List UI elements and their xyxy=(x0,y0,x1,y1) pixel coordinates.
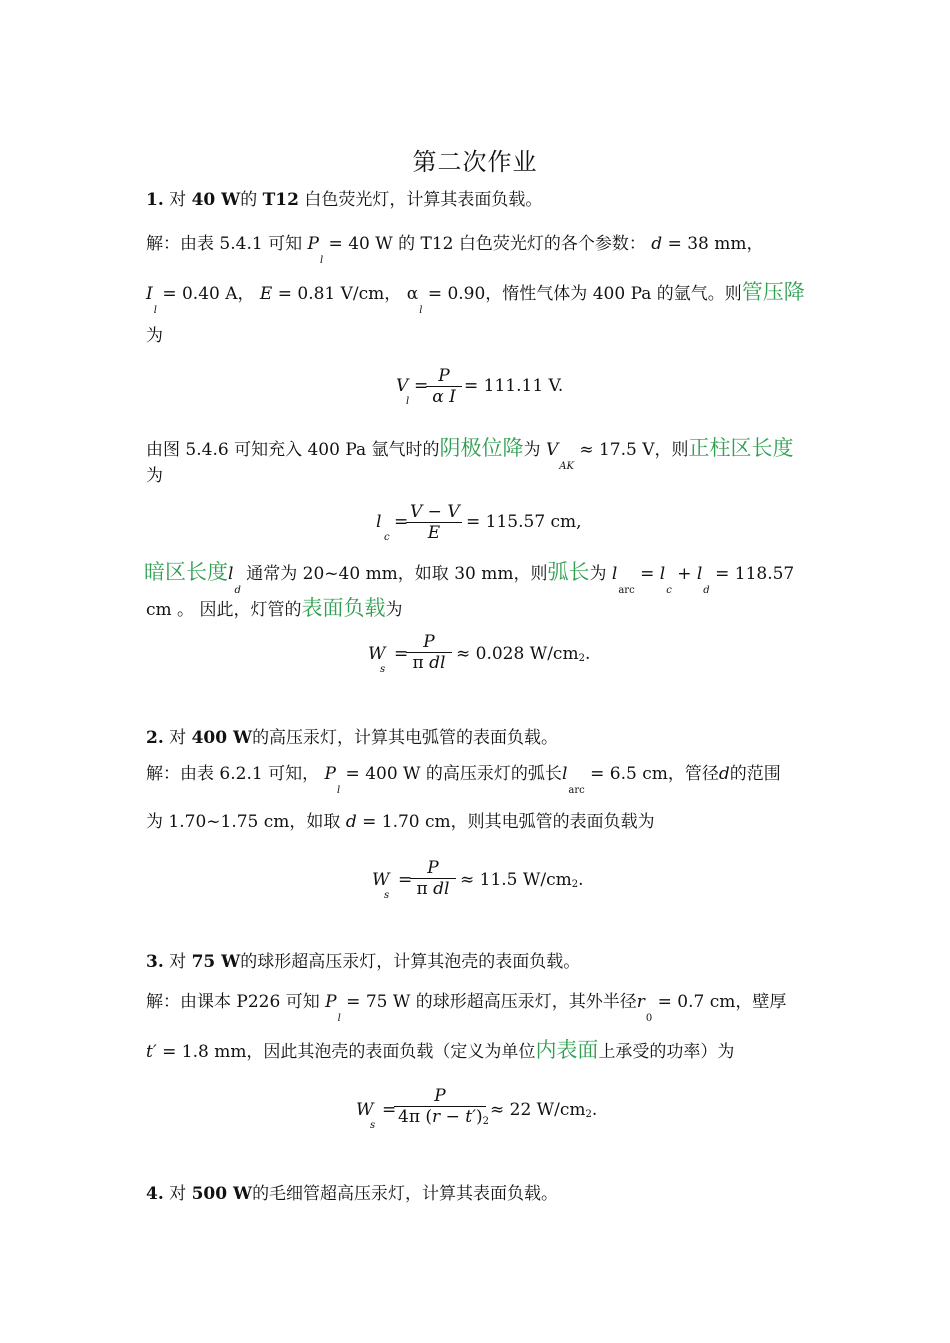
fraction xyxy=(410,858,456,899)
var-l: l xyxy=(376,512,382,532)
highlight-tube-voltage-drop: 管压降 xyxy=(741,280,805,304)
equals: = xyxy=(414,376,429,396)
highlight-dark-region-length: 暗区长度 xyxy=(144,560,228,584)
fraction xyxy=(394,1086,489,1127)
highlight-arc-length: 弧长 xyxy=(547,560,590,584)
exponent: 2 xyxy=(578,653,585,664)
q-text: 的毛细管超高压汞灯，计算其表面负载。 xyxy=(252,1184,559,1204)
highlight-cathode-fall: 阴极位降 xyxy=(439,436,524,460)
power-value: 400 W xyxy=(191,728,253,748)
solution-text: = 1.70 cm，则其电弧管的表面负载为 xyxy=(362,812,655,832)
equation-tube-voltage xyxy=(396,366,596,426)
subscript: 0 xyxy=(645,1013,653,1024)
result-text: ≈ 22 W/cm xyxy=(490,1100,586,1120)
var-P: P xyxy=(324,764,336,784)
solution-text: 为 1.70~1.75 cm，如取 xyxy=(146,812,341,832)
question-2 xyxy=(146,726,558,750)
subscript: c xyxy=(384,532,390,543)
q1-wei-2: 为 xyxy=(146,466,163,486)
question-4 xyxy=(146,1182,558,1206)
equals: = xyxy=(394,644,409,664)
subscript: l xyxy=(419,305,423,316)
page-title: 第二次作业 xyxy=(412,148,538,176)
subscript: l xyxy=(406,396,410,407)
solution-text: 的范围 xyxy=(729,764,781,784)
q1-wei: 为 xyxy=(146,326,163,346)
equation-result xyxy=(490,1100,597,1120)
subscript: s xyxy=(380,664,386,675)
q1-solution-line-2 xyxy=(146,280,805,316)
subscript: l xyxy=(153,305,157,316)
q-text: 的 xyxy=(240,190,258,210)
period: . xyxy=(591,1100,598,1120)
equals: = xyxy=(398,870,413,890)
equals: = xyxy=(382,1100,397,1120)
var-W: W xyxy=(368,644,386,664)
question-1 xyxy=(146,188,542,212)
var-l: l xyxy=(611,564,618,584)
question-number: 1. xyxy=(146,190,164,210)
solution-text: cm 。 因此，灯管的 xyxy=(146,600,302,620)
q3-solution-line-1 xyxy=(146,990,787,1024)
solution-text: 为 xyxy=(523,440,541,460)
denominator: E xyxy=(427,523,441,543)
numerator: P xyxy=(434,1086,446,1106)
denominator: π dl xyxy=(416,879,450,899)
result-text: ≈ 0.028 W/cm xyxy=(456,644,579,664)
subscript: arc xyxy=(618,585,635,596)
q-text: 对 xyxy=(169,190,187,210)
solution-text: 解：由表 5.4.1 可知 xyxy=(146,234,303,254)
fraction xyxy=(426,366,462,407)
equation-result: = 111.11 V. xyxy=(464,376,564,396)
q-text: 对 xyxy=(169,1184,187,1204)
numerator: V − V xyxy=(410,502,460,522)
question-3 xyxy=(146,950,580,974)
exponent: 2 xyxy=(571,879,579,890)
solution-text: = 400 W 的高压汞灯的弧长 xyxy=(345,764,562,784)
subscript: s xyxy=(384,890,390,901)
highlight-inner-surface: 内表面 xyxy=(535,1038,599,1062)
var-P: P xyxy=(307,234,319,254)
solution-text: = 75 W 的球形超高压汞灯，其外半径 xyxy=(346,992,637,1012)
numerator: P xyxy=(438,366,450,386)
highlight-positive-column-length: 正柱区长度 xyxy=(688,436,794,460)
power-value: 75 W xyxy=(191,952,241,972)
q1-solution-line-4 xyxy=(144,560,795,596)
denominator: α I xyxy=(432,387,456,407)
var-P: P xyxy=(325,992,337,1012)
q-text: 白色荧光灯，计算其表面负载。 xyxy=(304,190,543,210)
subscript: d xyxy=(234,585,241,596)
var-d: d xyxy=(718,764,730,784)
q-text: 对 xyxy=(169,728,187,748)
var-alpha: α xyxy=(406,284,419,304)
equation-surface-load-1 xyxy=(368,632,628,692)
solution-text: = 38 mm， xyxy=(667,234,764,254)
q-text: 对 xyxy=(169,952,187,972)
fraction xyxy=(406,632,452,673)
solution-text: 为 xyxy=(385,600,403,620)
q1-solution-line-3 xyxy=(146,436,794,472)
numerator: P xyxy=(423,632,435,652)
solution-text: = 0.40 A， xyxy=(162,284,255,304)
subscript: s xyxy=(370,1120,376,1131)
period: . xyxy=(578,870,584,890)
denominator: 4π (r − t′)2 xyxy=(398,1107,489,1127)
equation-result xyxy=(456,644,590,664)
subscript: l xyxy=(319,255,324,266)
question-number: 2. xyxy=(146,728,164,748)
var-V: V xyxy=(545,440,559,460)
solution-text: 通常为 20~40 mm，如取 30 mm，则 xyxy=(246,564,548,584)
power-value: 500 W xyxy=(191,1184,253,1204)
highlight-surface-load: 表面负载 xyxy=(301,596,386,620)
var-r: r xyxy=(636,992,645,1012)
subscript: l xyxy=(336,785,341,796)
equation-surface-load-2 xyxy=(372,858,632,918)
equals: = xyxy=(394,512,409,532)
var-d: d xyxy=(651,234,663,254)
equation-result xyxy=(460,870,584,890)
solution-text: = 0.7 cm，壁厚 xyxy=(657,992,787,1012)
solution-text: = 118.57 xyxy=(715,564,795,584)
var-E: E xyxy=(259,284,273,304)
numerator: P xyxy=(427,858,439,878)
q1-solution-line-5 xyxy=(146,596,402,622)
question-number: 3. xyxy=(146,952,164,972)
equation-column-length xyxy=(376,502,616,552)
var-l: l xyxy=(561,764,568,784)
solution-text: = 0.90，惰性气体为 400 Pa 的氩气。则 xyxy=(427,284,742,304)
q2-solution-line-2 xyxy=(146,810,655,834)
question-number: 4. xyxy=(146,1184,164,1204)
solution-text: 为 xyxy=(589,564,607,584)
solution-text: = 0.81 V/cm， xyxy=(277,284,402,304)
var-t-prime: t′ xyxy=(146,1042,157,1062)
q1-solution-line-1 xyxy=(146,232,764,266)
q2-solution-line-1 xyxy=(146,762,781,796)
solution-text: 由图 5.4.6 可知充入 400 Pa 氩气时的 xyxy=(146,440,440,460)
result-text: ≈ 11.5 W/cm xyxy=(460,870,572,890)
equation-result: = 115.57 cm, xyxy=(466,512,582,532)
var-W: W xyxy=(356,1100,374,1120)
solution-text: = 1.8 mm，因此其泡壳的表面负载（定义为单位 xyxy=(162,1042,536,1062)
solution-text: = 40 W 的 T12 白色荧光灯的各个参数： xyxy=(328,234,646,254)
solution-text: 解：由表 6.2.1 可知， xyxy=(146,764,320,784)
exponent: 2 xyxy=(585,1109,592,1120)
lamp-model: T12 xyxy=(262,190,299,210)
var-W: W xyxy=(372,870,390,890)
solution-text: 上承受的功率）为 xyxy=(598,1042,735,1062)
var-I: I xyxy=(146,284,153,304)
subscript: AK xyxy=(559,461,574,472)
fraction xyxy=(406,502,462,543)
var-V: V xyxy=(396,376,409,396)
subscript: arc xyxy=(568,785,585,796)
equals-expression: = $l_c + l_d$ xyxy=(640,564,710,596)
denominator: π dl xyxy=(412,653,446,673)
solution-text: = 6.5 cm，管径 xyxy=(590,764,719,784)
equation-surface-load-3 xyxy=(356,1086,646,1150)
power-value: 40 W xyxy=(191,190,241,210)
q-text: 的球形超高压汞灯，计算其泡壳的表面负载。 xyxy=(240,952,581,972)
q3-solution-line-2 xyxy=(146,1038,734,1064)
solution-text: ≈ 17.5 V，则 xyxy=(579,440,689,460)
q-text: 的高压汞灯，计算其电弧管的表面负载。 xyxy=(252,728,559,748)
var-l: l xyxy=(228,564,234,584)
solution-text: 解：由课本 P226 可知 xyxy=(146,992,320,1012)
period: . xyxy=(584,644,591,664)
subscript: l xyxy=(337,1013,341,1024)
var-d: d xyxy=(345,812,357,832)
